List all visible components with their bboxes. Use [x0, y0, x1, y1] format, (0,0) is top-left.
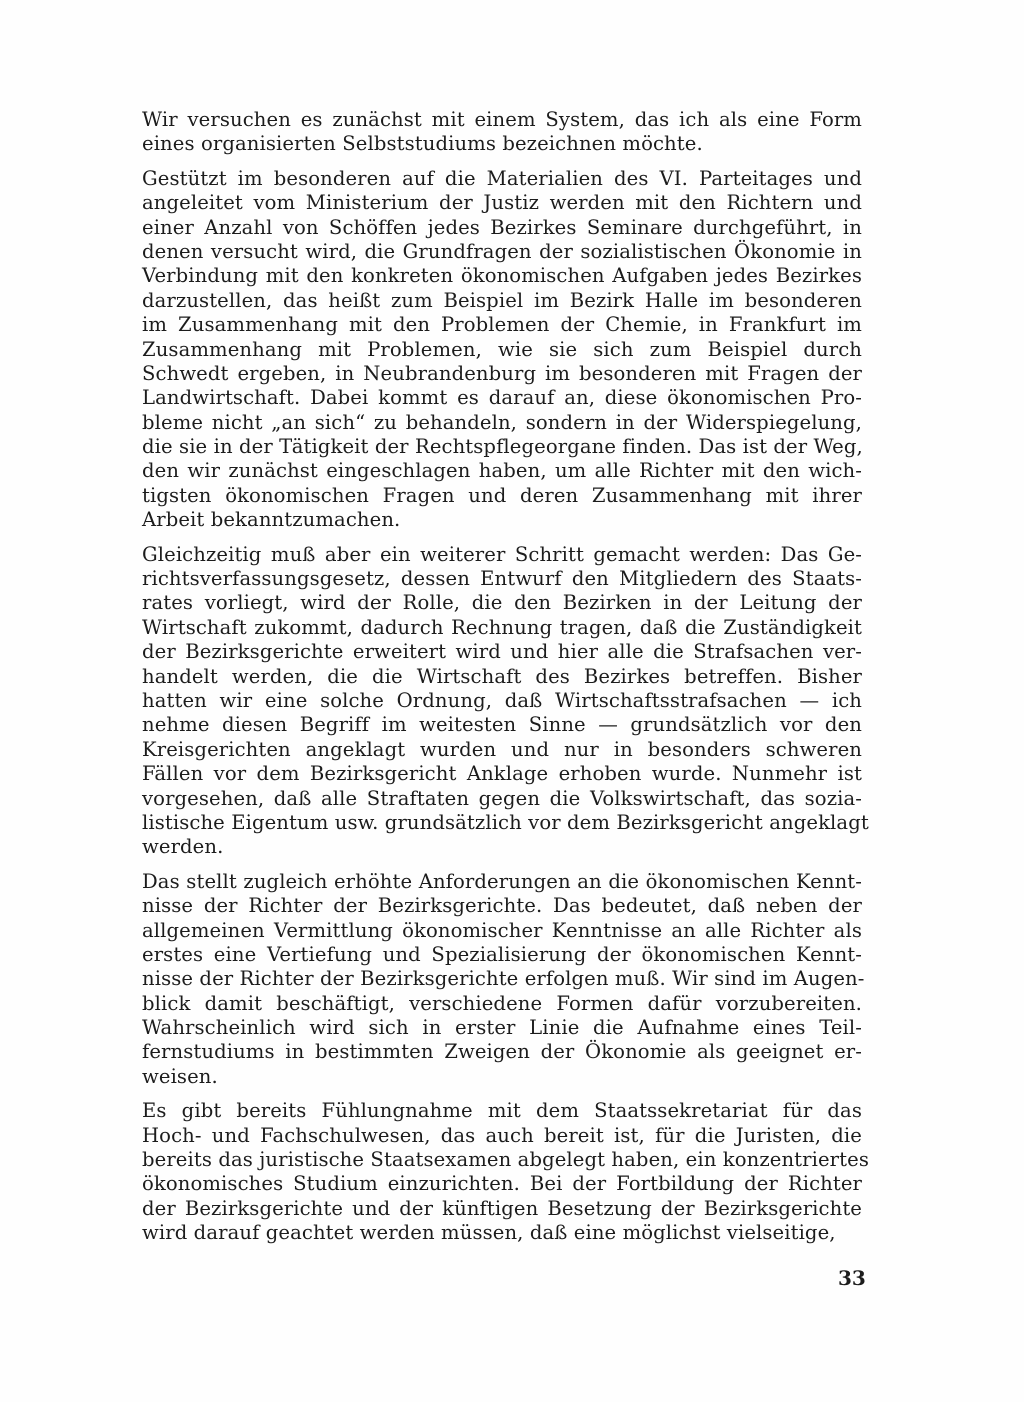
- text-line: Wahrscheinlich wird sich in erster Linie die Aufnahme eines Teil-: [142, 1016, 862, 1040]
- paragraph: [142, 108, 862, 157]
- text-line: Arbeit bekanntzumachen.: [142, 508, 401, 532]
- text-line: Wir versuchen es zunächst mit einem System, das ich als eine Form: [142, 108, 862, 131]
- text-line: tigsten ökonomischen Fragen und deren Zusammenhang mit ihrer: [142, 483, 862, 507]
- text-line: bereits das juristische Staatsexamen abgelegt haben, ein konzentriertes: [142, 1148, 869, 1172]
- text-line: ökonomisches Studium einzurichten. Bei der Fortbildung der Richter: [142, 1172, 862, 1196]
- text-line: denen versucht wird, die Grundfragen der sozialistischen Ökonomie in: [142, 239, 862, 263]
- text-line: Gestützt im besonderen auf die Materialien des VI. Parteitages und: [142, 166, 862, 190]
- text-line: Kreisgerichten angeklagt wurden und nur in besonders schweren: [142, 737, 862, 761]
- text-line: Das stellt zugleich erhöhte Anforderungen an die ökonomischen Kennt-: [142, 869, 862, 893]
- text-line: im Zusammenhang mit den Problemen der Chemie, in Frankfurt im: [142, 313, 862, 337]
- text-line: richtsverfassungsgesetz, dessen Entwurf den Mitgliedern des Staats-: [142, 567, 862, 591]
- text-line: wird darauf geachtet werden müssen, daß eine möglichst vielseitige,: [142, 1221, 836, 1245]
- text-line: vorgesehen, daß alle Straftaten gegen die Volkswirtschaft, das sozia-: [142, 786, 862, 810]
- text-line: Hoch- und Fachschulwesen, das auch bereit ist, für die Juristen, die: [142, 1123, 862, 1147]
- text-line: Zusammenhang mit Problemen, wie sie sich zum Beispiel durch: [142, 337, 862, 361]
- text-line: die sie in der Tätigkeit der Rechtspflegeorgane finden. Das ist der Weg,: [142, 435, 863, 459]
- text-line: blick damit beschäftigt, verschiedene Formen dafür vorzubereiten.: [142, 991, 862, 1015]
- text-line: angeleitet vom Ministerium der Justiz werden mit den Richtern und: [142, 191, 862, 215]
- text-line: werden.: [142, 835, 224, 859]
- text-line: Schwedt ergeben, in Neubrandenburg im besonderen mit Fragen der: [142, 361, 862, 385]
- text-line: einer Anzahl von Schöffen jedes Bezirkes Seminare durchgeführt, in: [142, 215, 862, 239]
- text-line: Es gibt bereits Fühlungnahme mit dem Staatssekretariat für das: [142, 1099, 862, 1123]
- text-line: Verbindung mit den konkreten ökonomischen Aufgaben jedes Bezirkes: [142, 264, 862, 288]
- text-line: handelt werden, die die Wirtschaft des Bezirkes betreffen. Bisher: [142, 664, 862, 688]
- text-line: fernstudiums in bestimmten Zweigen der Ökonomie als geeignet er-: [142, 1040, 862, 1064]
- text-line: allgemeinen Vermittlung ökonomischer Kenntnisse an alle Richter als: [142, 918, 862, 942]
- text-line: erstes eine Vertiefung und Spezialisierung der ökonomischen Kennt-: [142, 942, 862, 966]
- page-number: 33: [838, 1266, 866, 1290]
- paragraph: [142, 869, 865, 1090]
- text-line: weisen.: [142, 1064, 218, 1088]
- text-line: Gleichzeitig muß aber ein weiterer Schritt gemacht werden: Das Ge-: [142, 542, 862, 566]
- text-line: hatten wir eine solche Ordnung, daß Wirtschaftsstrafsachen — ich: [142, 688, 862, 712]
- text-line: nehme diesen Begriff im weitesten Sinne — grundsätzlich vor den: [142, 713, 862, 737]
- text-line: nisse der Richter der Bezirksgerichte. Das bedeutet, daß neben der: [142, 894, 862, 918]
- text-line: Wirtschaft zukommt, dadurch Rechnung tragen, daß die Zuständigkeit: [142, 615, 862, 639]
- paragraph: [142, 167, 862, 533]
- text-line: der Bezirksgerichte und der künftigen Besetzung der Bezirksgerichte: [142, 1196, 862, 1220]
- text-line: rates vorliegt, wird der Rolle, die den Bezirken in der Leitung der: [142, 591, 862, 615]
- text-line: den wir zunächst eingeschlagen haben, um alle Richter mit den wich-: [142, 459, 862, 483]
- text-line: darzustellen, das heißt zum Beispiel im Bezirk Halle im besonderen: [142, 288, 862, 312]
- text-line: listische Eigentum usw. grundsätzlich vor dem Bezirksgericht angeklagt: [142, 810, 869, 834]
- text-line: nisse der Richter der Bezirksgerichte erfolgen muß. Wir sind im Augen-: [142, 967, 865, 991]
- text-line: Landwirtschaft. Dabei kommt es darauf an, diese ökonomischen Pro-: [142, 386, 862, 410]
- text-line: eines organisierten Selbststudiums bezeichnen möchte.: [142, 132, 703, 156]
- text-line: Fällen vor dem Bezirksgericht Anklage erhoben wurde. Nunmehr ist: [142, 762, 862, 786]
- paragraph: [142, 542, 869, 860]
- body-text: [142, 108, 869, 1256]
- paragraph: [142, 1099, 869, 1245]
- text-line: bleme nicht „an sich“ zu behandeln, sondern in der Widerspiegelung,: [142, 410, 862, 434]
- text-line: der Bezirksgerichte erweitert wird und hier alle die Strafsachen ver-: [142, 640, 862, 664]
